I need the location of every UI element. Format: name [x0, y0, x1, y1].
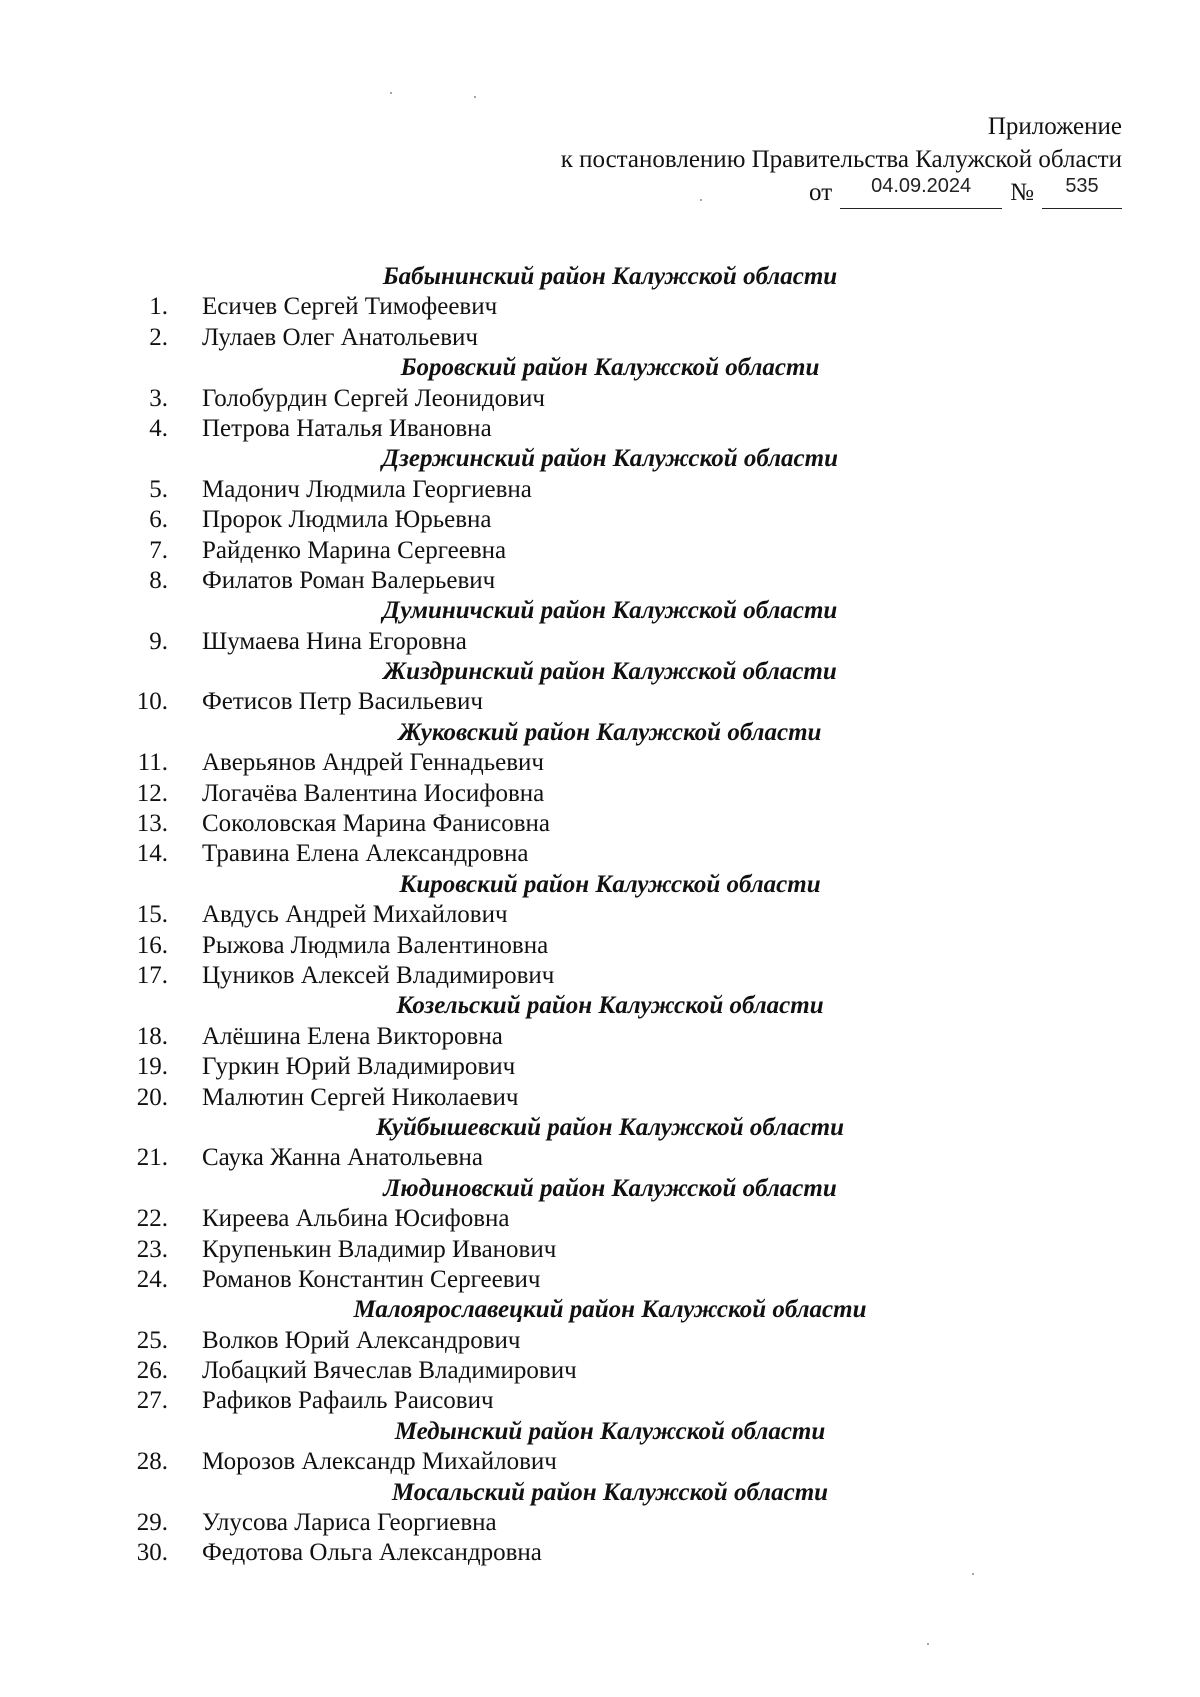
list-item — [0, 779, 1200, 809]
item-number: 4. — [149, 414, 168, 442]
item-number: 13. — [136, 810, 168, 838]
item-number: 19. — [136, 1053, 168, 1081]
person-name: Райденко Марина Сергеевна — [202, 536, 507, 564]
item-number: 28. — [136, 1448, 168, 1476]
item-number: 10. — [136, 688, 168, 716]
list-item — [0, 292, 1200, 322]
appendix-header — [422, 110, 1122, 209]
person-name: Голобурдин Сергей Леонидович — [202, 384, 545, 412]
district-heading: Людиновский район Калужской области — [383, 1174, 837, 1202]
appendix-title: Приложение — [987, 113, 1122, 140]
item-number: 23. — [136, 1235, 168, 1263]
person-name: Романов Константин Сергеевич — [202, 1265, 541, 1293]
person-name: Лулаев Олег Анатольевич — [202, 323, 478, 351]
item-number: 2. — [149, 323, 168, 351]
item-number: 30. — [136, 1539, 168, 1567]
district-heading: Медынский район Калужской области — [394, 1417, 826, 1445]
district-list — [0, 262, 1200, 1569]
list-item — [0, 900, 1200, 930]
item-number: 17. — [136, 961, 168, 989]
list-item — [0, 1265, 1200, 1295]
list-item — [0, 748, 1200, 778]
list-item — [0, 1538, 1200, 1568]
list-item — [0, 475, 1200, 505]
person-name: Киреева Альбина Юсифовна — [202, 1205, 510, 1233]
person-name: Соколовская Марина Фанисовна — [202, 810, 550, 838]
district-heading: Куйбышевский район Калужской области — [375, 1113, 845, 1141]
item-number: 25. — [136, 1326, 168, 1354]
list-item — [0, 1386, 1200, 1416]
person-name: Гуркин Юрий Владимирович — [202, 1053, 516, 1081]
district-heading: Думиничский район Калужской области — [382, 597, 838, 625]
item-number: 20. — [136, 1083, 168, 1111]
number-value: 535 — [1065, 175, 1099, 197]
person-name: Лобацкий Вячеслав Владимирович — [202, 1357, 577, 1385]
district-heading: Козельский район Калужской области — [396, 992, 824, 1020]
item-number: 21. — [136, 1144, 168, 1172]
item-number: 8. — [149, 566, 168, 594]
item-number: 6. — [149, 506, 168, 534]
person-name: Федотова Ольга Александровна — [202, 1539, 542, 1567]
date-value: 04.09.2024 — [871, 175, 972, 197]
list-item — [0, 536, 1200, 566]
list-item — [0, 1447, 1200, 1477]
resolution-reference: к постановлению Правительства Калужской области — [560, 146, 1122, 173]
person-name: Рафиков Рафаиль Раисович — [202, 1387, 494, 1415]
date-number-line — [422, 176, 1122, 209]
district-heading: Бабынинский район Калужской области — [382, 263, 838, 290]
district-heading: Кировский район Калужской области — [399, 870, 821, 898]
list-item — [0, 1508, 1200, 1538]
list-item — [0, 961, 1200, 991]
number-label: № — [1010, 179, 1034, 206]
item-number: 26. — [136, 1357, 168, 1385]
scan-speck — [927, 1643, 929, 1645]
list-item — [0, 1356, 1200, 1386]
list-item — [0, 323, 1200, 353]
scan-speck — [972, 1573, 974, 1575]
item-number: 29. — [136, 1509, 168, 1537]
item-number: 18. — [136, 1022, 168, 1050]
person-name: Петрова Наталья Ивановна — [202, 414, 492, 442]
person-name: Крупенькин Владимир Иванович — [202, 1235, 557, 1263]
scan-speck — [390, 92, 392, 94]
item-number: 3. — [149, 384, 168, 412]
item-number: 9. — [149, 627, 168, 655]
item-number: 22. — [136, 1205, 168, 1233]
person-name: Логачёва Валентина Иосифовна — [202, 779, 545, 807]
item-number: 15. — [136, 901, 168, 929]
list-item — [0, 1204, 1200, 1234]
item-number: 11. — [137, 749, 168, 777]
item-number: 7. — [149, 536, 168, 564]
list-item — [0, 1326, 1200, 1356]
item-number: 5. — [149, 475, 168, 503]
person-name: Алёшина Елена Викторовна — [202, 1022, 503, 1050]
scan-speck — [700, 199, 702, 201]
list-item — [0, 809, 1200, 839]
district-heading: Жиздринский район Калужской области — [383, 658, 837, 686]
list-item — [0, 687, 1200, 717]
person-name: Пророк Людмила Юрьевна — [202, 506, 492, 534]
district-heading: Жуковский район Калужской области — [398, 718, 822, 746]
list-item — [0, 414, 1200, 444]
item-number: 27. — [136, 1387, 168, 1415]
district-heading: Дзержинский район Калужской области — [382, 445, 838, 473]
district-heading: Боровский район Калужской области — [400, 354, 820, 382]
list-item — [0, 839, 1200, 869]
scan-speck — [474, 96, 476, 98]
person-name: Филатов Роман Валерьевич — [202, 566, 496, 594]
list-item — [0, 1143, 1200, 1173]
list-item — [0, 931, 1200, 961]
from-label: от — [809, 179, 833, 206]
person-name: Цуников Алексей Владимирович — [202, 961, 555, 989]
list-item — [0, 1083, 1200, 1113]
list-item — [0, 627, 1200, 657]
person-name: Авдусь Андрей Михайлович — [202, 901, 508, 929]
item-number: 12. — [136, 779, 168, 807]
person-name: Рыжова Людмила Валентиновна — [202, 931, 549, 959]
district-heading: Мосальский район Калужской области — [391, 1478, 829, 1506]
person-name: Мадонич Людмила Георгиевна — [202, 475, 532, 503]
person-name: Саука Жанна Анатольевна — [202, 1144, 483, 1172]
district-heading: Малоярославецкий район Калужской области — [353, 1296, 867, 1324]
list-item — [0, 1022, 1200, 1052]
person-name: Малютин Сергей Николаевич — [202, 1083, 519, 1111]
person-name: Травина Елена Александровна — [202, 840, 529, 868]
person-name: Волков Юрий Александрович — [202, 1326, 521, 1354]
list-item — [0, 505, 1200, 535]
item-number: 24. — [136, 1265, 168, 1293]
list-item — [0, 1235, 1200, 1265]
item-number: 1. — [149, 293, 168, 321]
person-name: Есичев Сергей Тимофеевич — [202, 293, 498, 321]
date-field — [840, 175, 1002, 209]
person-name: Улусова Лариса Георгиевна — [202, 1509, 497, 1537]
item-number: 16. — [136, 931, 168, 959]
list-item — [0, 384, 1200, 414]
item-number: 14. — [136, 840, 168, 868]
list-item — [0, 566, 1200, 596]
person-name: Аверьянов Андрей Геннадьевич — [202, 749, 544, 777]
person-name: Шумаева Нина Егоровна — [202, 627, 467, 655]
person-name: Морозов Александр Михайлович — [202, 1448, 557, 1476]
list-item — [0, 1052, 1200, 1082]
person-name: Фетисов Петр Васильевич — [202, 688, 483, 716]
number-field — [1042, 175, 1122, 209]
